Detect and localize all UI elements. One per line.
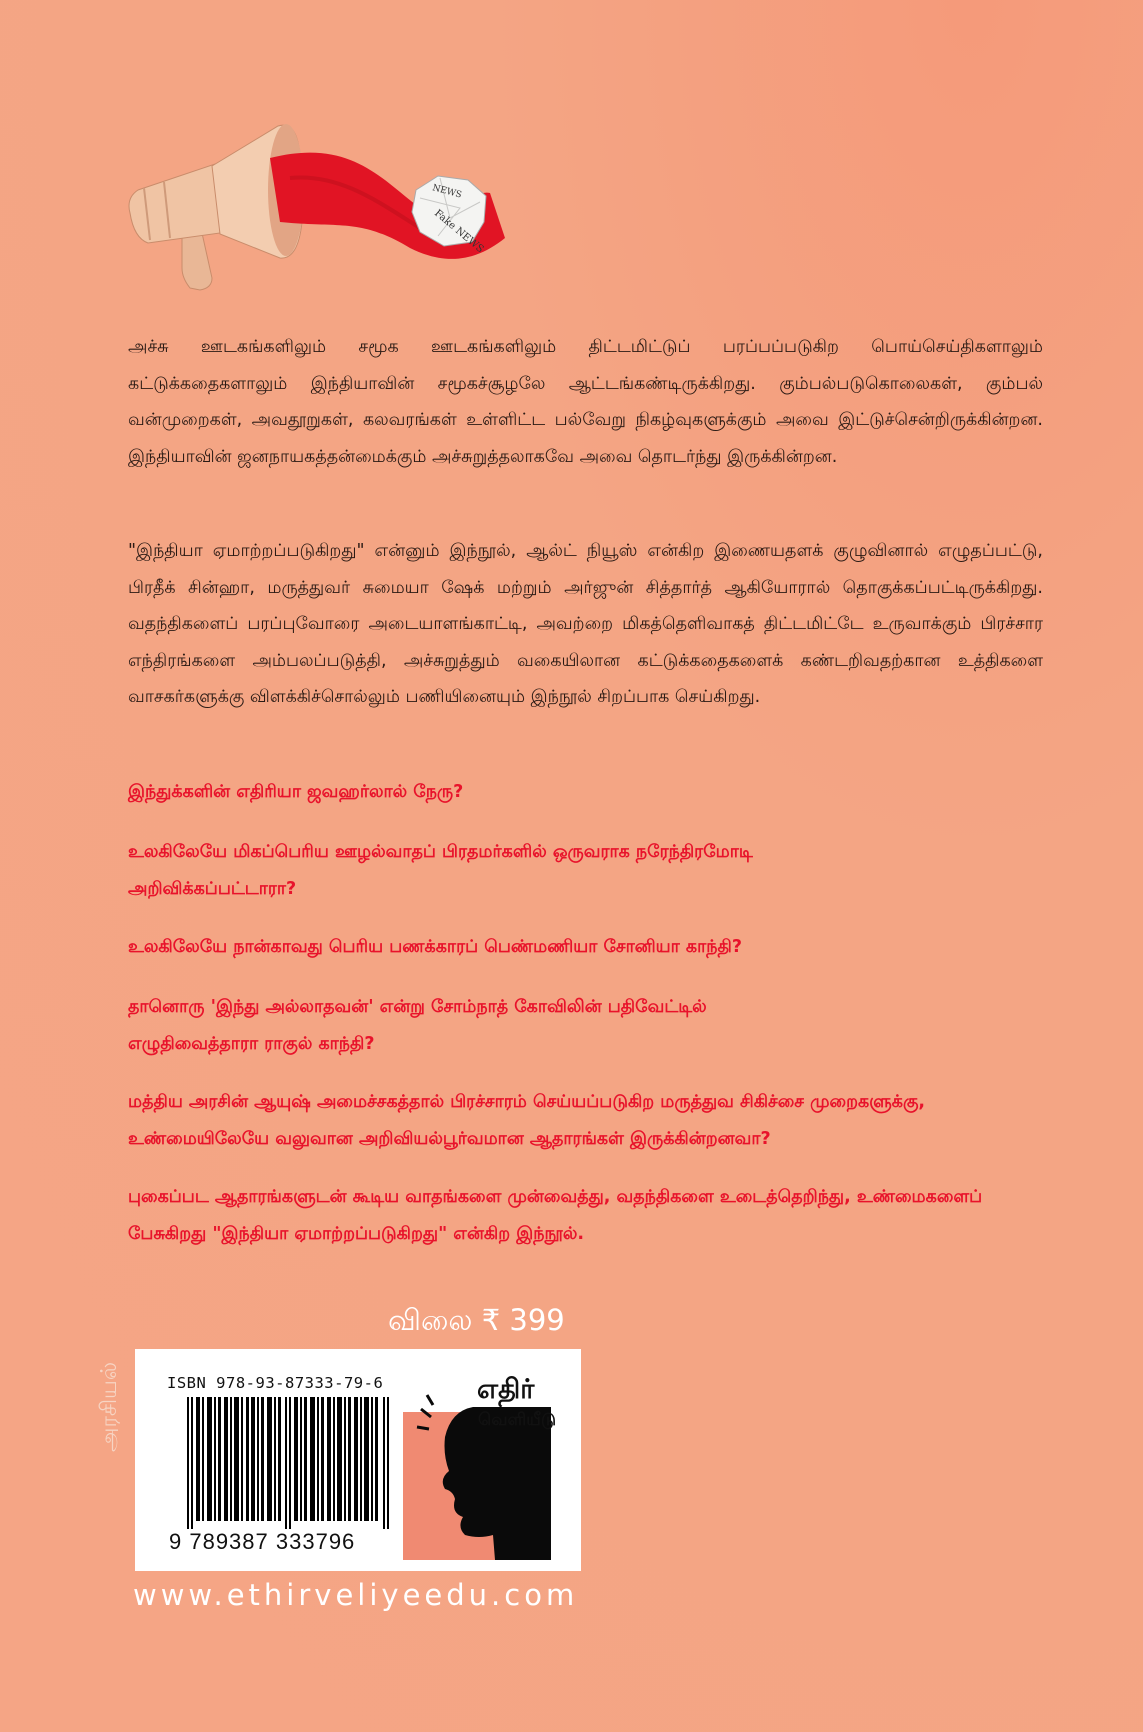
question-4-block bbox=[128, 989, 818, 1062]
intro-paragraph-2-block bbox=[128, 533, 1043, 716]
intro-paragraph-1-block bbox=[128, 329, 1043, 475]
question-5-block bbox=[128, 1084, 1043, 1157]
price-label: விலை ₹ 399 bbox=[388, 1303, 565, 1337]
publisher-website: www.ethirveliyeedu.com bbox=[133, 1578, 579, 1612]
megaphone-body bbox=[129, 164, 220, 243]
question-4: தானொரு 'இந்து அல்லாதவன்' என்று சோம்நாத் கோவிலின் பதிவேட்டில் எழுதிவைத்தாரா ராகுல் காந்தி? bbox=[128, 997, 707, 1054]
question-2: உலகிலேயே மிகப்பெரிய ஊழல்வாதப் பிரதமர்களில் ஒருவராக நரேந்திரமோடி அறிவிக்கப்பட்டாரா? bbox=[128, 842, 753, 899]
intro-paragraph-2: "இந்தியா ஏமாற்றப்படுகிறது" என்னும் இந்நூல், ஆல்ட் நியூஸ் என்கிற இணையதளக் குழுவினால் எழுதப்பட்டு, பிரதீக் சின்ஹா, மருத்துவர் சுமையா ஷேக் மற்றும் அர்ஜுன் சித்தார்த் ஆகியோரால் தொகுக்கப்பட்டிருக்கிறது. வதந்திகளைப் பரப்புவோரை அடையாளங்காட்டி, அவற்றை மிகத்தெளிவாகத் திட்டமிட்டே உருவாக்கும் பிரச்சார எந்திரங்களை அம்பலப்படுத்தி, அச்சுறுத்தும் வகையிலான கட்டுக்கதைகளைக் கண்டறிவதற்கான உத்திகளை வாசகர்களுக்கு விளக்கிச்சொல்லும் பணியினையும் இந்நூல் சிறப்பாக செய்கிறது. bbox=[128, 541, 1043, 707]
category-label: அரசியல் bbox=[97, 1361, 122, 1453]
question-5: மத்திய அரசின் ஆயுஷ் அமைச்சகத்தால் பிரச்சாரம் செய்யப்படுகிற மருத்துவ சிகிச்சை முறைகளுக்கு, உண்மையிலேயே வலுவான அறிவியல்பூர்வமான ஆதாரங்கள் இருக்கின்றனவா? bbox=[128, 1092, 926, 1149]
closing-statement-block bbox=[128, 1179, 1043, 1252]
ean-number: 9 789387 333796 bbox=[169, 1529, 356, 1554]
svg-text:NEWS: NEWS bbox=[431, 183, 463, 201]
publisher-logo bbox=[403, 1367, 573, 1562]
question-1-block bbox=[128, 774, 1043, 811]
question-3: உலகிலேயே நான்காவது பெரிய பணக்காரப் பெண்மணியா சோனியா காந்தி? bbox=[128, 937, 742, 957]
question-1: இந்துக்களின் எதிரியா ஜவஹர்லால் நேரு? bbox=[128, 782, 464, 802]
megaphone-fake-news-illustration bbox=[120, 118, 550, 318]
svg-text:Fake NEWS: Fake NEWS bbox=[432, 207, 486, 256]
barcode-icon bbox=[187, 1397, 392, 1529]
publisher-name: எதிர் bbox=[477, 1374, 535, 1405]
closing-statement: புகைப்பட ஆதாரங்களுடன் கூடிய வாதங்களை முன்வைத்து, வதந்திகளை உடைத்தெறிந்து, உண்மைகளைப் பேசுகிறது "இந்தியா ஏமாற்றப்படுகிறது" என்கிற இந்நூல். bbox=[128, 1187, 983, 1244]
isbn-number: ISBN 978-93-87333-79-6 bbox=[167, 1374, 384, 1392]
question-3-block bbox=[128, 929, 1043, 966]
intro-paragraph-1: அச்சு ஊடகங்களிலும் சமூக ஊடகங்களிலும் திட்டமிட்டுப் பரப்பப்படுகிற பொய்செய்திகளாலும் கட்டுக்கதைகளாலும் இந்தியாவின் சமூகச்சூழலே ஆட்டங்கண்டிருக்கிறது. கும்பல்படுகொலைகள், கும்பல் வன்முறைகள், அவதூறுகள், கலவரங்கள் உள்ளிட்ட பல்வேறு நிகழ்வுகளுக்கும் அவை இட்டுச்சென்றிருக்கின்றன. இந்தியாவின் ஜனநாயகத்தன்மைக்கும் அச்சுறுத்தலாகவே அவை தொடர்ந்து இருக்கின்றன. bbox=[128, 337, 1043, 467]
question-2-block bbox=[128, 834, 858, 907]
publisher-subtitle: வெளியீடு bbox=[478, 1410, 557, 1430]
barcode-panel bbox=[135, 1349, 581, 1571]
